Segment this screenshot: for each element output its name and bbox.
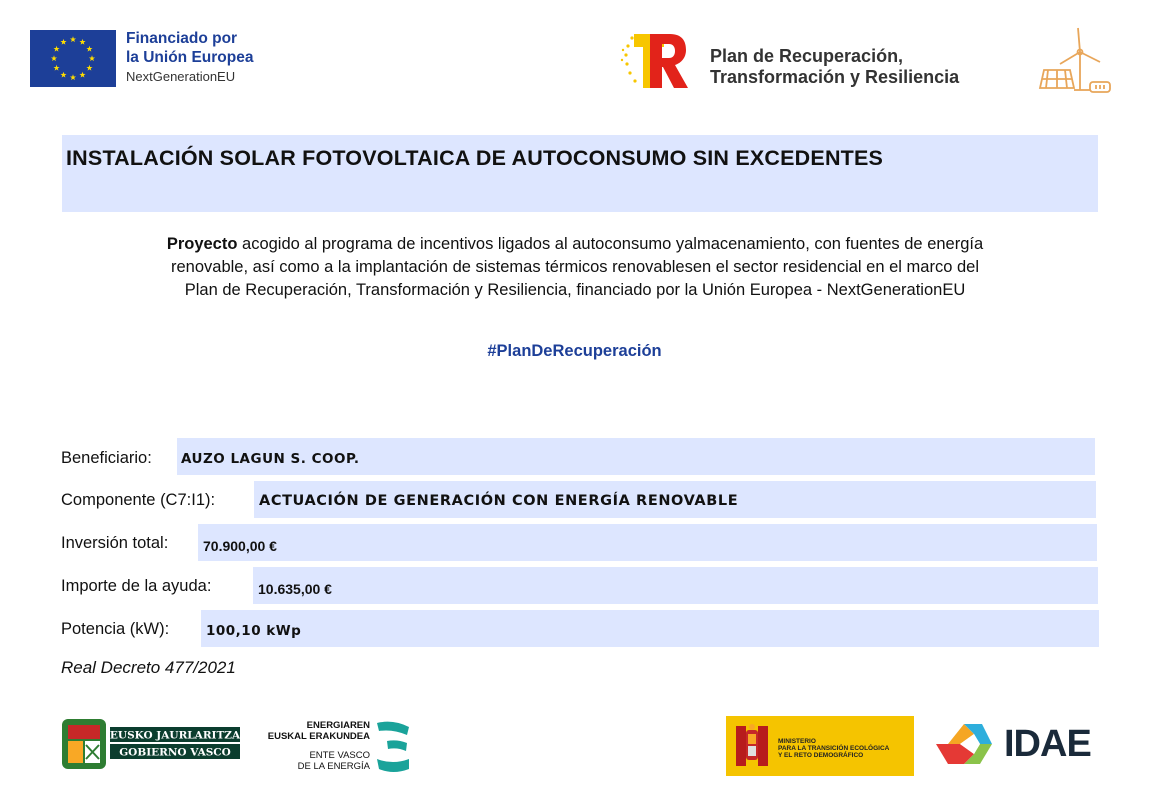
wind-solar-icon xyxy=(1030,22,1115,98)
beneficiary-label: Beneficiario: xyxy=(61,449,152,467)
power-field xyxy=(201,610,1099,647)
description-line-3: Plan de Recuperación, Transformación y Resiliencia, financiado por la Unión Europea - NextGenerationEU xyxy=(184,281,966,299)
prtr-line2: Transformación y Resiliencia xyxy=(710,67,960,87)
eve-logo-mark xyxy=(373,719,413,774)
eve-line1: ENERGIAREN xyxy=(306,720,370,731)
eve-line2: EUSKAL ERAKUNDEA xyxy=(267,731,370,742)
eu-flag-logo xyxy=(30,30,116,87)
ministry-line1: MINISTERIO xyxy=(778,738,816,745)
component-value: ACTUACIÓN DE GENERACIÓN CON ENERGÍA RENOVABLE xyxy=(259,493,739,509)
investment-field xyxy=(198,524,1097,561)
ministry-line2: PARA LA TRANSICIÓN ECOLÓGICA xyxy=(778,745,890,752)
idae-logo-mark xyxy=(930,714,1000,774)
eu-funding-text xyxy=(126,29,253,86)
hashtag: #PlanDeRecuperación xyxy=(487,342,662,360)
investment-label: Inversión total: xyxy=(61,534,169,552)
eu-stars-icon xyxy=(30,30,116,87)
ministry-text xyxy=(778,738,889,759)
prtr-logo xyxy=(620,28,690,92)
gv-line2: GOBIERNO VASCO xyxy=(119,746,231,759)
eve-line3: ENTE VASCO xyxy=(309,750,370,761)
prtr-text xyxy=(710,46,959,88)
ministry-line3: Y EL RETO DEMOGRÁFICO xyxy=(778,752,864,759)
power-label: Potencia (kW): xyxy=(61,620,170,638)
idae-logo-text: IDAE xyxy=(1004,723,1091,765)
component-label: Componente (C7:I1): xyxy=(61,491,216,509)
description-line-1 xyxy=(60,233,1090,256)
project-description xyxy=(60,233,1090,302)
aid-value: 10.635,00 € xyxy=(258,581,332,597)
basque-government-logo xyxy=(60,713,243,775)
eu-line-union: la Unión Europea xyxy=(126,49,254,66)
eve-line4: DE LA ENERGÍA xyxy=(297,761,370,772)
beneficiary-value: AUZO LAGUN S. COOP. xyxy=(181,451,360,467)
description-lead: Proyecto xyxy=(166,235,238,253)
description-line-2: renovable, así como a la implantación de sistemas térmicos renovablesen el sector residencial en el marco del xyxy=(171,258,979,276)
aid-label: Importe de la ayuda: xyxy=(61,577,212,595)
investment-value: 70.900,00 € xyxy=(203,538,277,554)
eu-line-financed: Financiado por xyxy=(126,30,238,47)
aid-field xyxy=(253,567,1098,604)
gv-line1: EUSKO JAURLARITZA xyxy=(109,729,241,742)
eve-text xyxy=(250,720,370,772)
power-value: 100,10 kWp xyxy=(206,623,302,639)
page-title: INSTALACIÓN SOLAR FOTOVOLTAICA DE AUTOCONSUMO SIN EXCEDENTES xyxy=(66,146,884,170)
royal-decree: Real Decreto 477/2021 xyxy=(61,658,236,677)
eu-line-nextgen: NextGenerationEU xyxy=(126,69,236,84)
description-line-1-text: acogido al programa de incentivos ligados al autoconsumo yalmacenamiento, con fuentes de energía xyxy=(237,235,984,253)
prtr-line1: Plan de Recuperación, xyxy=(710,46,904,66)
